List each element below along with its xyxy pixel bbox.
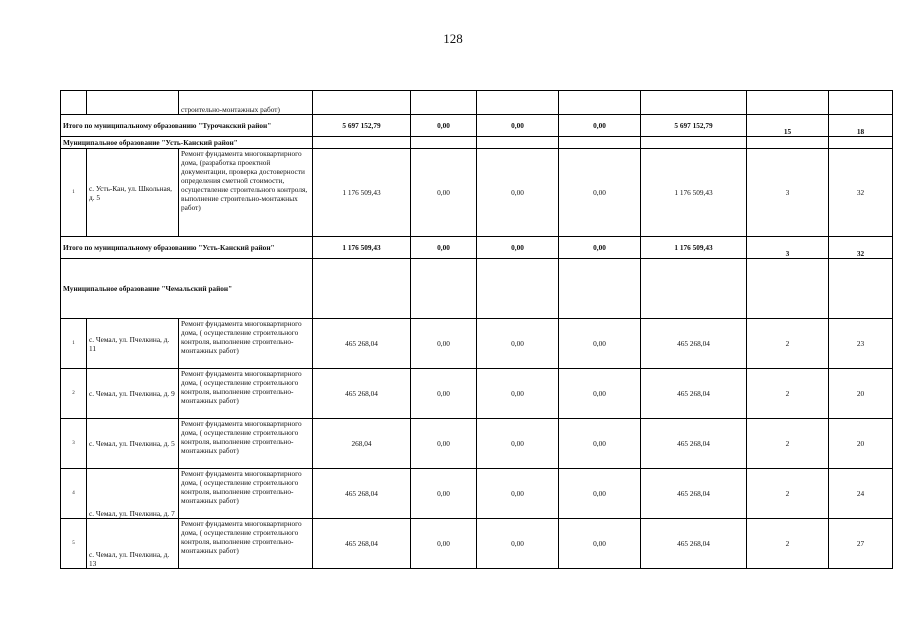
address: с. Чемал, ул. Пчелкина, д. 5	[87, 419, 179, 469]
count-1: 2	[747, 419, 829, 469]
row-number: 5	[61, 519, 87, 569]
fund-3: 0,00	[559, 419, 641, 469]
table-row	[61, 419, 893, 469]
total-fund-3: 0,00	[559, 237, 641, 259]
total-row-ust-kan	[61, 237, 893, 259]
total-fund-2: 0,00	[477, 237, 559, 259]
fund-1: 0,00	[411, 419, 477, 469]
count-1: 3	[747, 149, 829, 237]
cost: 268,04	[313, 419, 411, 469]
count-1: 2	[747, 469, 829, 519]
cost: 465 268,04	[313, 519, 411, 569]
fund-2: 0,00	[477, 419, 559, 469]
count-1: 2	[747, 369, 829, 419]
cost: 465 268,04	[313, 319, 411, 369]
work-description: Ремонт фундамента многоквартирного дома, ( осуществление строительного контроля, выполнение строительно-монтажных работ)	[179, 369, 313, 419]
row-number: 2	[61, 369, 87, 419]
fund-1: 0,00	[411, 319, 477, 369]
row-number: 1	[61, 149, 87, 237]
fund-2: 0,00	[477, 519, 559, 569]
total-count-2: 18	[829, 115, 893, 137]
table-row	[61, 319, 893, 369]
work-description: Ремонт фундамента многоквартирного дома, (разработка проектной документации, проверка достоверности определения сметной стоимости, осуществление строительного контроля, выполнение строительно-монтажных работ)	[179, 149, 313, 237]
fund-4: 1 176 509,43	[641, 149, 747, 237]
total-label: Итого по муниципальному образованию "Усть-Канский район"	[61, 237, 313, 259]
cost: 465 268,04	[313, 369, 411, 419]
count-1: 2	[747, 519, 829, 569]
fund-4: 465 268,04	[641, 519, 747, 569]
fund-2: 0,00	[477, 369, 559, 419]
work-description: строительно-монтажных работ)	[179, 91, 313, 115]
work-description: Ремонт фундамента многоквартирного дома, ( осуществление строительного контроля, выполнение строительно-монтажных работ)	[179, 519, 313, 569]
section-label: Муниципальное образование "Чемальский район"	[61, 259, 313, 319]
fund-4: 465 268,04	[641, 469, 747, 519]
total-count-2: 32	[829, 237, 893, 259]
total-fund-2: 0,00	[477, 115, 559, 137]
fund-4: 465 268,04	[641, 419, 747, 469]
total-fund-4: 1 176 509,43	[641, 237, 747, 259]
address: с. Усть-Кан, ул. Школьная, д. 5	[87, 149, 179, 237]
fund-3: 0,00	[559, 519, 641, 569]
fund-1: 0,00	[411, 369, 477, 419]
table-row	[61, 469, 893, 519]
section-row-ust-kan	[61, 137, 893, 149]
work-description: Ремонт фундамента многоквартирного дома, ( осуществление строительного контроля, выполнение строительно-монтажных работ)	[179, 469, 313, 519]
count-1: 2	[747, 319, 829, 369]
continuation-row	[61, 91, 893, 115]
address: с. Чемал, ул. Пчелкина, д. 9	[87, 369, 179, 419]
row-number: 3	[61, 419, 87, 469]
total-row-turochak	[61, 115, 893, 137]
count-2: 32	[829, 149, 893, 237]
section-label: Муниципальное образование "Усть-Канский район"	[61, 137, 313, 149]
fund-3: 0,00	[559, 369, 641, 419]
count-2: 23	[829, 319, 893, 369]
total-fund-1: 0,00	[411, 237, 477, 259]
fund-2: 0,00	[477, 319, 559, 369]
fund-3: 0,00	[559, 469, 641, 519]
total-label: Итого по муниципальному образованию "Турочакский район"	[61, 115, 313, 137]
table-row	[61, 149, 893, 237]
fund-2: 0,00	[477, 469, 559, 519]
row-number: 1	[61, 319, 87, 369]
total-cost: 1 176 509,43	[313, 237, 411, 259]
fund-2: 0,00	[477, 149, 559, 237]
cost: 465 268,04	[313, 469, 411, 519]
fund-4: 465 268,04	[641, 319, 747, 369]
total-fund-1: 0,00	[411, 115, 477, 137]
fund-3: 0,00	[559, 319, 641, 369]
fund-3: 0,00	[559, 149, 641, 237]
work-description: Ремонт фундамента многоквартирного дома, ( осуществление строительного контроля, выполнение строительно-монтажных работ)	[179, 419, 313, 469]
work-description: Ремонт фундамента многоквартирного дома, ( осуществление строительного контроля, выполнение строительно-монтажных работ)	[179, 319, 313, 369]
address: с. Чемал, ул. Пчелкина, д. 7	[87, 469, 179, 519]
page-number: 128	[443, 31, 463, 46]
count-2: 27	[829, 519, 893, 569]
cost: 1 176 509,43	[313, 149, 411, 237]
table-row	[61, 519, 893, 569]
address: с. Чемал, ул. Пчелкина, д. 11	[87, 319, 179, 369]
table-row	[61, 369, 893, 419]
capital-repair-table	[60, 90, 893, 569]
total-fund-3: 0,00	[559, 115, 641, 137]
fund-4: 465 268,04	[641, 369, 747, 419]
fund-1: 0,00	[411, 469, 477, 519]
count-2: 24	[829, 469, 893, 519]
row-number: 4	[61, 469, 87, 519]
total-cost: 5 697 152,79	[313, 115, 411, 137]
address: с. Чемал, ул. Пчелкина, д. 13	[87, 519, 179, 569]
total-count-1: 3	[747, 237, 829, 259]
count-2: 20	[829, 369, 893, 419]
count-2: 20	[829, 419, 893, 469]
total-count-1: 15	[747, 115, 829, 137]
total-fund-4: 5 697 152,79	[641, 115, 747, 137]
section-row-chemal	[61, 259, 893, 319]
fund-1: 0,00	[411, 149, 477, 237]
fund-1: 0,00	[411, 519, 477, 569]
